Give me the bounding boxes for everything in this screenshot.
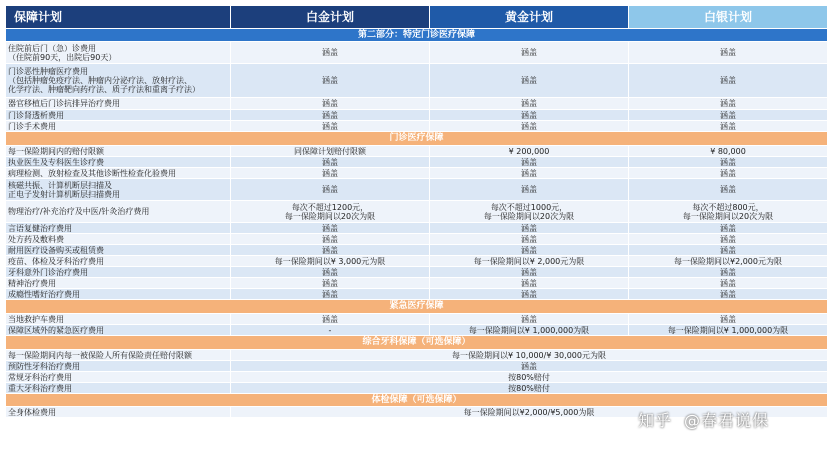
row-label: 门诊肾透析费用	[6, 110, 231, 121]
table-row	[6, 179, 828, 201]
platinum-value: 每次不超过1200元， 每一保险期间以20次为限	[231, 201, 430, 223]
silver-value: 涵盖	[629, 64, 828, 98]
silver-value: 涵盖	[629, 267, 828, 278]
section-title: 第二部分：特定门诊医疗保障	[6, 29, 828, 42]
table-body	[6, 29, 828, 418]
table-row	[6, 146, 828, 157]
table-row	[6, 110, 828, 121]
platinum-value: 涵盖	[231, 98, 430, 110]
row-label: 言语复健治疗费用	[6, 223, 231, 234]
row-label: 全身体检费用	[6, 407, 231, 418]
row-label: 物理治疗/补充治疗及中医/针灸治疗费用	[6, 201, 231, 223]
header-coverage-plan: 保障计划	[6, 6, 231, 29]
section-title: 门诊医疗保障	[6, 132, 828, 146]
section-band	[6, 29, 828, 42]
section-title: 紧急医疗保障	[6, 300, 828, 314]
row-label: 成瘾性嗜好治疗费用	[6, 289, 231, 300]
gold-value: 涵盖	[430, 289, 629, 300]
row-label: 疫苗、体检及牙科治疗费用	[6, 256, 231, 267]
row-label: 每一保险期间内每一被保险人所有保险责任赔付限额	[6, 350, 231, 361]
row-label: 执业医生及专科医生诊疗费	[6, 157, 231, 168]
row-value-all-plans: 每一保险期间以¥ 10,000/¥ 30,000元为限	[231, 350, 828, 361]
gold-value: 涵盖	[430, 168, 629, 179]
silver-value: 涵盖	[629, 110, 828, 121]
platinum-value: 涵盖	[231, 168, 430, 179]
header-platinum-plan: 白金计划	[231, 6, 430, 29]
silver-value: 涵盖	[629, 42, 828, 64]
gold-value: 涵盖	[430, 121, 629, 132]
platinum-value: 涵盖	[231, 223, 430, 234]
platinum-value: 涵盖	[231, 121, 430, 132]
platinum-value: 涵盖	[231, 278, 430, 289]
table-row	[6, 267, 828, 278]
table-row	[6, 157, 828, 168]
row-label: 当地救护车费用	[6, 314, 231, 325]
gold-value: 每一保险期间以¥ 2,000元为限	[430, 256, 629, 267]
header-silver-plan: 白银计划	[629, 6, 828, 29]
silver-value: 涵盖	[629, 98, 828, 110]
gold-value: 涵盖	[430, 179, 629, 201]
platinum-value: 每一保险期间以¥ 3,000元为限	[231, 256, 430, 267]
gold-value: 涵盖	[430, 157, 629, 168]
gold-value: 涵盖	[430, 245, 629, 256]
header-row	[6, 6, 828, 29]
silver-value: 每一保险期间以¥ 1,000,000为限	[629, 325, 828, 336]
section-band	[6, 394, 828, 407]
table-row	[6, 121, 828, 132]
platinum-value: 涵盖	[231, 179, 430, 201]
silver-value: 涵盖	[629, 234, 828, 245]
table-row	[6, 42, 828, 64]
row-label: 保障区域外的紧急医疗费用	[6, 325, 231, 336]
section-band	[6, 132, 828, 146]
table-row	[6, 256, 828, 267]
gold-value: 涵盖	[430, 110, 629, 121]
silver-value: 涵盖	[629, 168, 828, 179]
platinum-value: 涵盖	[231, 157, 430, 168]
gold-value: 涵盖	[430, 314, 629, 325]
table-row	[6, 168, 828, 179]
table-row	[6, 314, 828, 325]
silver-value: 涵盖	[629, 157, 828, 168]
row-label: 重大牙科治疗费用	[6, 383, 231, 394]
row-label: 预防性牙科治疗费用	[6, 361, 231, 372]
watermark	[638, 408, 769, 431]
gold-value: 每一保险期间以¥ 1,000,000为限	[430, 325, 629, 336]
silver-value: 涵盖	[629, 179, 828, 201]
table-row	[6, 64, 828, 98]
section-title: 体检保障（可选保障）	[6, 394, 828, 407]
watermark-site: 知乎	[638, 411, 673, 430]
table-row	[6, 325, 828, 336]
table-row	[6, 361, 828, 372]
row-value-all-plans: 按80%赔付	[231, 383, 828, 394]
header-gold-plan: 黄金计划	[430, 6, 629, 29]
gold-value: 涵盖	[430, 234, 629, 245]
table-row	[6, 234, 828, 245]
table-row	[6, 383, 828, 394]
row-value-all-plans: 每一保险期间以¥2,000/¥5,000为限	[231, 407, 828, 418]
silver-value: 涵盖	[629, 245, 828, 256]
table-row	[6, 289, 828, 300]
silver-value: 涵盖	[629, 289, 828, 300]
row-label: 精神治疗费用	[6, 278, 231, 289]
platinum-value: 涵盖	[231, 64, 430, 98]
platinum-value: -	[231, 325, 430, 336]
silver-value: 涵盖	[629, 278, 828, 289]
row-label: 核磁共振、计算机断层扫描及 正电子发射计算机断层扫描费用	[6, 179, 231, 201]
table-row	[6, 350, 828, 361]
row-label: 耐用医疗设备购买或租赁费	[6, 245, 231, 256]
row-label: 住院前后门（急）诊费用 （住院前90天，出院后90天）	[6, 42, 231, 64]
platinum-value: 涵盖	[231, 245, 430, 256]
gold-value: 涵盖	[430, 64, 629, 98]
silver-value: 每一保险期间以¥2,000元为限	[629, 256, 828, 267]
row-label: 常规牙科治疗费用	[6, 372, 231, 383]
platinum-value: 涵盖	[231, 289, 430, 300]
plan-comparison-table	[5, 5, 828, 418]
platinum-value: 涵盖	[231, 314, 430, 325]
platinum-value: 涵盖	[231, 110, 430, 121]
platinum-value: 涵盖	[231, 234, 430, 245]
gold-value: 涵盖	[430, 223, 629, 234]
silver-value: 涵盖	[629, 223, 828, 234]
gold-value: ¥ 200,000	[430, 146, 629, 157]
row-label: 器官移植后门诊抗排异治疗费用	[6, 98, 231, 110]
table-row	[6, 98, 828, 110]
table-row	[6, 245, 828, 256]
section-band	[6, 300, 828, 314]
row-value-all-plans: 按80%赔付	[231, 372, 828, 383]
gold-value: 涵盖	[430, 278, 629, 289]
platinum-value: 涵盖	[231, 267, 430, 278]
platinum-value: 涵盖	[231, 42, 430, 64]
row-label: 牙科意外门诊治疗费用	[6, 267, 231, 278]
table-row	[6, 278, 828, 289]
silver-value: 每次不超过800元， 每一保险期间以20次为限	[629, 201, 828, 223]
row-label: 病理检测、放射检查及其他诊断性检查化验费用	[6, 168, 231, 179]
silver-value: ¥ 80,000	[629, 146, 828, 157]
row-label: 门诊恶性肿瘤医疗费用 （包括肿瘤免疫疗法、肿瘤内分泌疗法、放射疗法、 化学疗法、肿瘤靶向药疗法、质子疗法和重离子疗法）	[6, 64, 231, 98]
section-band	[6, 336, 828, 350]
row-label: 每一保险期间内的赔付限额	[6, 146, 231, 157]
row-label: 门诊手术费用	[6, 121, 231, 132]
gold-value: 每次不超过1000元， 每一保险期间以20次为限	[430, 201, 629, 223]
table-row	[6, 223, 828, 234]
gold-value: 涵盖	[430, 42, 629, 64]
gold-value: 涵盖	[430, 98, 629, 110]
row-value-all-plans: 涵盖	[231, 361, 828, 372]
platinum-value: 同保障计划赔付限额	[231, 146, 430, 157]
watermark-author: @春君说保	[684, 411, 770, 430]
section-title: 综合牙科保障（可选保障）	[6, 336, 828, 350]
gold-value: 涵盖	[430, 267, 629, 278]
table-row	[6, 201, 828, 223]
table-row	[6, 372, 828, 383]
row-label: 处方药及敷料费	[6, 234, 231, 245]
silver-value: 涵盖	[629, 314, 828, 325]
silver-value: 涵盖	[629, 121, 828, 132]
